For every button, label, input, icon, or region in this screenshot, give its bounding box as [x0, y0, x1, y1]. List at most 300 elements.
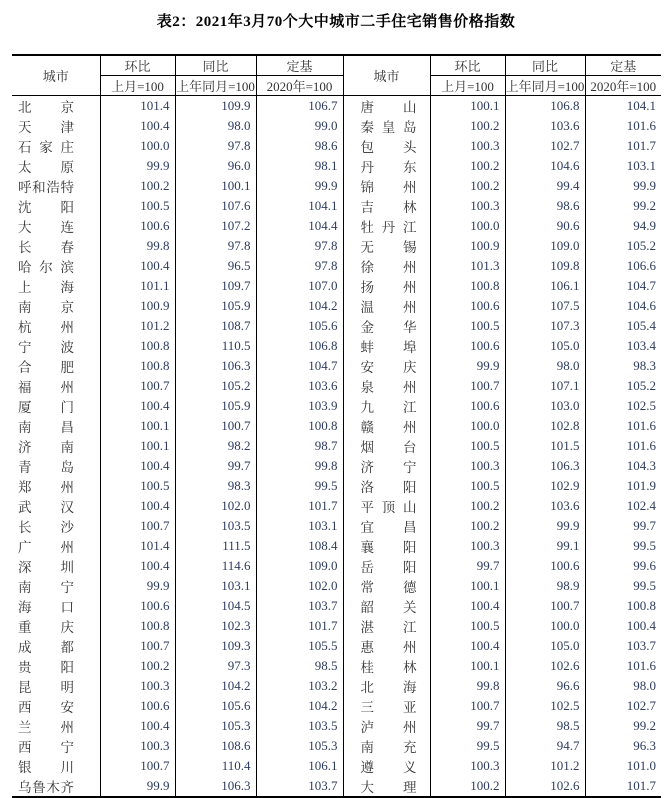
city-name: 泸州 [360, 720, 417, 735]
fixed-base-cell: 105.2 [626, 238, 656, 253]
table-row [12, 536, 661, 556]
fixed-base-cell: 101.9 [626, 478, 656, 493]
yoy-cell: 102.9 [505, 476, 585, 496]
mom-cell: 100.3 [100, 736, 175, 756]
yoy-cell: 99.9 [505, 516, 585, 536]
mom-cell: 100.1 [100, 416, 175, 436]
yoy-cell: 99.4 [505, 176, 585, 196]
city-name: 西安 [18, 700, 74, 715]
table-row [12, 676, 661, 696]
table-row [12, 556, 661, 576]
fixed-base-cell: 98.5 [256, 656, 343, 676]
yoy-cell: 98.2 [175, 436, 256, 456]
fixed-base-cell: 105.5 [256, 636, 343, 656]
table-row [12, 96, 661, 117]
fixed-base-cell: 109.0 [256, 556, 343, 576]
mom-cell: 100.8 [100, 616, 175, 636]
subheader-mom-base-right: 上月=100 [430, 76, 505, 96]
fixed-base-cell: 98.7 [256, 436, 343, 456]
city-name: 兰州 [18, 720, 74, 735]
city-name: 北海 [360, 680, 417, 695]
city-cell [343, 356, 430, 376]
city-name: 北京 [18, 100, 74, 115]
city-cell [343, 536, 430, 556]
city-cell [12, 696, 100, 716]
table-row [12, 476, 661, 496]
city-cell [343, 496, 430, 516]
fixed-base-cell: 99.9 [633, 178, 656, 193]
yoy-cell: 96.6 [505, 676, 585, 696]
city-name: 福州 [18, 380, 74, 395]
header-city-right: 城市 [343, 55, 430, 96]
city-name: 桂林 [360, 660, 417, 675]
city-cell [343, 196, 430, 216]
table-row [12, 696, 661, 716]
city-name: 遵义 [360, 760, 417, 775]
subheader-yoy-base-right: 上年同月=100 [505, 76, 585, 96]
city-name: 武汉 [18, 500, 74, 515]
city-cell [12, 536, 100, 556]
yoy-cell: 107.1 [505, 376, 585, 396]
yoy-cell: 108.7 [175, 316, 256, 336]
yoy-cell: 104.2 [175, 676, 256, 696]
city-cell [12, 636, 100, 656]
fixed-base-cell: 103.1 [256, 516, 343, 536]
mom-cell: 100.4 [100, 256, 175, 276]
city-name: 厦门 [18, 400, 74, 415]
mom-cell: 100.2 [430, 176, 505, 196]
yoy-cell: 98.0 [175, 116, 256, 136]
table-row [12, 216, 661, 236]
city-name: 韶关 [360, 600, 417, 615]
yoy-cell: 107.3 [505, 316, 585, 336]
city-name: 乌鲁木齐 [18, 780, 74, 795]
yoy-cell: 101.2 [505, 756, 585, 776]
table-row [12, 776, 661, 797]
city-name: 吉林 [360, 200, 417, 215]
mom-cell: 100.3 [430, 456, 505, 476]
city-name: 三亚 [360, 700, 417, 715]
table-row [12, 236, 661, 256]
yoy-cell: 94.7 [505, 736, 585, 756]
city-cell [343, 736, 430, 756]
mom-cell: 100.7 [100, 636, 175, 656]
yoy-cell: 99.7 [175, 456, 256, 476]
city-cell [343, 436, 430, 456]
yoy-cell: 103.6 [505, 496, 585, 516]
city-name: 济南 [18, 440, 74, 455]
fixed-base-cell: 99.8 [256, 456, 343, 476]
city-cell [12, 496, 100, 516]
city-cell [343, 236, 430, 256]
yoy-cell: 104.6 [505, 156, 585, 176]
header-fixed-right: 定基 [585, 55, 661, 76]
mom-cell: 99.9 [100, 776, 175, 797]
mom-cell: 100.7 [100, 376, 175, 396]
yoy-cell: 96.0 [175, 156, 256, 176]
table-row [12, 196, 661, 216]
city-cell [343, 576, 430, 596]
city-name: 扬州 [360, 280, 417, 295]
city-name: 温州 [360, 300, 417, 315]
table-row [12, 656, 661, 676]
city-cell [12, 456, 100, 476]
fixed-base-cell: 103.4 [626, 338, 656, 353]
city-name: 丹东 [360, 160, 417, 175]
city-cell [343, 756, 430, 776]
yoy-cell: 99.1 [505, 536, 585, 556]
city-name: 烟台 [360, 440, 417, 455]
city-name: 深圳 [18, 560, 74, 575]
fixed-base-cell: 108.4 [256, 536, 343, 556]
mom-cell: 100.2 [100, 176, 175, 196]
yoy-cell: 98.0 [505, 356, 585, 376]
city-name: 徐州 [360, 260, 417, 275]
fixed-base-cell: 104.3 [626, 458, 656, 473]
yoy-cell: 100.6 [505, 556, 585, 576]
city-name: 青岛 [18, 460, 74, 475]
yoy-cell: 105.0 [505, 636, 585, 656]
mom-cell: 99.8 [100, 236, 175, 256]
yoy-cell: 102.8 [505, 416, 585, 436]
city-cell [343, 116, 430, 136]
header-yoy-left: 同比 [175, 55, 256, 76]
fixed-base-cell: 104.2 [256, 696, 343, 716]
mom-cell: 100.3 [430, 536, 505, 556]
mom-cell: 100.4 [100, 396, 175, 416]
fixed-base-cell: 98.3 [633, 358, 656, 373]
fixed-base-cell: 97.8 [256, 256, 343, 276]
table-title: 表2：2021年3月70个大中城市二手住宅销售价格指数 [156, 14, 516, 30]
mom-cell: 100.6 [430, 396, 505, 416]
fixed-base-cell: 104.7 [256, 356, 343, 376]
city-name: 无锡 [360, 240, 417, 255]
header-city-left: 城市 [12, 55, 100, 96]
fixed-base-cell: 103.5 [256, 716, 343, 736]
mom-cell: 100.2 [430, 156, 505, 176]
city-cell [12, 596, 100, 616]
table-row [12, 376, 661, 396]
city-cell [12, 616, 100, 636]
city-name: 蚌埠 [360, 340, 417, 355]
yoy-cell: 106.3 [175, 776, 256, 797]
city-cell [12, 476, 100, 496]
fixed-base-cell: 99.0 [256, 116, 343, 136]
city-cell [343, 316, 430, 336]
mom-cell: 100.4 [100, 116, 175, 136]
fixed-base-cell: 101.0 [626, 758, 656, 773]
yoy-cell: 109.7 [175, 276, 256, 296]
city-cell [343, 156, 430, 176]
yoy-cell: 90.6 [505, 216, 585, 236]
table-row [12, 256, 661, 276]
fixed-base-cell: 104.6 [626, 298, 656, 313]
city-name: 贵阳 [18, 660, 74, 675]
yoy-cell: 98.6 [505, 196, 585, 216]
city-cell [12, 556, 100, 576]
city-name: 西宁 [18, 740, 74, 755]
mom-cell: 100.8 [430, 276, 505, 296]
city-name: 湛江 [360, 620, 417, 635]
mom-cell: 100.2 [430, 496, 505, 516]
city-cell [343, 216, 430, 236]
city-name: 宁波 [18, 340, 74, 355]
city-cell [343, 296, 430, 316]
city-cell [12, 716, 100, 736]
mom-cell: 100.1 [430, 656, 505, 676]
city-cell [12, 676, 100, 696]
table-row [12, 336, 661, 356]
city-name: 海口 [18, 600, 74, 615]
header-mom-left: 环比 [100, 55, 175, 76]
yoy-cell: 106.3 [505, 456, 585, 476]
city-cell [343, 176, 430, 196]
fixed-base-cell: 102.7 [626, 698, 656, 713]
yoy-cell: 97.8 [175, 236, 256, 256]
fixed-base-cell: 105.3 [256, 736, 343, 756]
city-name: 岳阳 [360, 560, 417, 575]
fixed-base-cell: 105.4 [626, 318, 656, 333]
fixed-base-cell: 100.8 [256, 416, 343, 436]
yoy-cell: 105.6 [175, 696, 256, 716]
yoy-cell: 98.3 [175, 476, 256, 496]
table-row [12, 296, 661, 316]
city-cell [12, 136, 100, 156]
mom-cell: 100.6 [100, 596, 175, 616]
mom-cell: 100.6 [430, 336, 505, 356]
city-cell [343, 696, 430, 716]
mom-cell: 100.6 [100, 696, 175, 716]
yoy-cell: 106.1 [505, 276, 585, 296]
city-name: 牡丹江 [360, 220, 417, 235]
fixed-base-cell: 106.6 [626, 258, 656, 273]
yoy-cell: 103.0 [505, 396, 585, 416]
mom-cell: 101.4 [100, 96, 175, 117]
city-cell [343, 96, 430, 117]
fixed-base-cell: 101.7 [626, 138, 656, 153]
mom-cell: 100.0 [430, 416, 505, 436]
table-row [12, 436, 661, 456]
mom-cell: 100.8 [100, 336, 175, 356]
fixed-base-cell: 99.7 [633, 518, 656, 533]
table-row [12, 316, 661, 336]
city-name: 安庆 [360, 360, 417, 375]
yoy-cell: 107.5 [505, 296, 585, 316]
city-name: 九江 [360, 400, 417, 415]
yoy-cell: 109.0 [505, 236, 585, 256]
yoy-cell: 102.0 [175, 496, 256, 516]
fixed-base-cell: 100.8 [626, 598, 656, 613]
city-cell [343, 596, 430, 616]
mom-cell: 100.7 [430, 376, 505, 396]
yoy-cell: 108.6 [175, 736, 256, 756]
fixed-base-cell: 106.1 [256, 756, 343, 776]
fixed-base-cell: 103.1 [626, 158, 656, 173]
fixed-base-cell: 105.6 [256, 316, 343, 336]
city-cell [12, 96, 100, 117]
subheader-mom-base-left: 上月=100 [100, 76, 175, 96]
city-name: 金华 [360, 320, 417, 335]
yoy-cell: 109.9 [175, 96, 256, 117]
yoy-cell: 111.5 [175, 536, 256, 556]
yoy-cell: 110.4 [175, 756, 256, 776]
mom-cell: 100.5 [430, 476, 505, 496]
city-cell [12, 236, 100, 256]
table-row [12, 416, 661, 436]
yoy-cell: 106.3 [175, 356, 256, 376]
fixed-base-cell: 101.7 [626, 778, 656, 793]
mom-cell: 100.4 [100, 716, 175, 736]
mom-cell: 100.3 [430, 196, 505, 216]
yoy-cell: 103.6 [505, 116, 585, 136]
mom-cell: 100.0 [430, 216, 505, 236]
mom-cell: 101.1 [100, 276, 175, 296]
fixed-base-cell: 99.2 [633, 718, 656, 733]
city-name: 南宁 [18, 580, 74, 595]
city-name: 重庆 [18, 620, 74, 635]
fixed-base-cell: 102.4 [626, 498, 656, 513]
fixed-base-cell: 99.6 [633, 558, 656, 573]
mom-cell: 100.5 [430, 616, 505, 636]
city-cell [343, 616, 430, 636]
fixed-base-cell: 101.6 [626, 418, 656, 433]
city-name: 沈阳 [18, 200, 74, 215]
city-cell [12, 376, 100, 396]
mom-cell: 100.2 [430, 776, 505, 797]
mom-cell: 100.4 [430, 636, 505, 656]
table-row [12, 516, 661, 536]
yoy-cell: 104.5 [175, 596, 256, 616]
city-cell [343, 716, 430, 736]
city-cell [343, 516, 430, 536]
fixed-base-cell: 103.9 [256, 396, 343, 416]
fixed-base-cell: 101.6 [626, 118, 656, 133]
city-name: 大理 [360, 780, 417, 795]
fixed-base-cell: 103.7 [626, 638, 656, 653]
mom-cell: 100.3 [430, 136, 505, 156]
city-cell [12, 416, 100, 436]
city-cell [343, 636, 430, 656]
fixed-base-cell: 101.7 [256, 496, 343, 516]
mom-cell: 100.2 [430, 116, 505, 136]
city-cell [12, 176, 100, 196]
mom-cell: 100.6 [100, 216, 175, 236]
city-name: 杭州 [18, 320, 74, 335]
yoy-cell: 102.6 [505, 656, 585, 676]
mom-cell: 100.1 [430, 96, 505, 117]
mom-cell: 100.4 [100, 556, 175, 576]
yoy-cell: 106.8 [505, 96, 585, 117]
mom-cell: 100.0 [100, 136, 175, 156]
mom-cell: 100.7 [430, 696, 505, 716]
city-cell [12, 256, 100, 276]
mom-cell: 100.4 [100, 456, 175, 476]
mom-cell: 100.2 [100, 656, 175, 676]
table-row [12, 456, 661, 476]
fixed-base-cell: 101.7 [256, 616, 343, 636]
fixed-base-cell: 106.8 [256, 336, 343, 356]
header-mom-right: 环比 [430, 55, 505, 76]
city-cell [12, 336, 100, 356]
city-name: 唐山 [360, 100, 417, 115]
city-name: 呼和浩特 [18, 180, 74, 195]
yoy-cell: 97.3 [175, 656, 256, 676]
city-cell [12, 296, 100, 316]
city-name: 南昌 [18, 420, 74, 435]
city-cell [343, 556, 430, 576]
yoy-cell: 102.5 [505, 696, 585, 716]
table-row [12, 736, 661, 756]
table-header [12, 55, 661, 96]
city-cell [343, 456, 430, 476]
yoy-cell: 98.5 [505, 716, 585, 736]
yoy-cell: 105.3 [175, 716, 256, 736]
city-name: 常德 [360, 580, 417, 595]
city-name: 合肥 [18, 360, 74, 375]
city-cell [343, 416, 430, 436]
city-cell [12, 276, 100, 296]
mom-cell: 99.9 [100, 576, 175, 596]
city-name: 南京 [18, 300, 74, 315]
mom-cell: 99.7 [430, 716, 505, 736]
subheader-fixed-base-left: 2020年=100 [256, 76, 343, 96]
yoy-cell: 109.3 [175, 636, 256, 656]
city-name: 石家庄 [18, 140, 74, 155]
city-name: 银川 [18, 760, 74, 775]
city-cell [343, 396, 430, 416]
fixed-base-cell: 99.9 [256, 176, 343, 196]
fixed-base-cell: 96.3 [633, 738, 656, 753]
mom-cell: 101.2 [100, 316, 175, 336]
city-name: 南充 [360, 740, 417, 755]
yoy-cell: 103.1 [175, 576, 256, 596]
table-row [12, 276, 661, 296]
table-row [12, 716, 661, 736]
city-name: 锦州 [360, 180, 417, 195]
yoy-cell: 96.5 [175, 256, 256, 276]
city-cell [12, 196, 100, 216]
city-cell [12, 316, 100, 336]
fixed-base-cell: 104.4 [256, 216, 343, 236]
yoy-cell: 110.5 [175, 336, 256, 356]
yoy-cell: 102.6 [505, 776, 585, 797]
yoy-cell: 105.9 [175, 396, 256, 416]
fixed-base-cell: 103.2 [256, 676, 343, 696]
yoy-cell: 107.2 [175, 216, 256, 236]
yoy-cell: 105.9 [175, 296, 256, 316]
yoy-cell: 100.0 [505, 616, 585, 636]
fixed-base-cell: 98.1 [256, 156, 343, 176]
mom-cell: 100.3 [430, 756, 505, 776]
table-row [12, 356, 661, 376]
mom-cell: 100.7 [100, 516, 175, 536]
city-cell [12, 656, 100, 676]
city-name: 泉州 [360, 380, 417, 395]
subheader-yoy-base-left: 上年同月=100 [175, 76, 256, 96]
fixed-base-cell: 104.1 [626, 98, 656, 113]
mom-cell: 100.2 [430, 516, 505, 536]
city-name: 大连 [18, 220, 74, 235]
fixed-base-cell: 99.5 [633, 538, 656, 553]
fixed-base-cell: 102.0 [256, 576, 343, 596]
table-body [12, 96, 661, 798]
city-cell [343, 336, 430, 356]
city-cell [343, 376, 430, 396]
city-name: 惠州 [360, 640, 417, 655]
mom-cell: 100.3 [100, 676, 175, 696]
fixed-base-cell: 104.7 [626, 278, 656, 293]
mom-cell: 99.7 [430, 556, 505, 576]
